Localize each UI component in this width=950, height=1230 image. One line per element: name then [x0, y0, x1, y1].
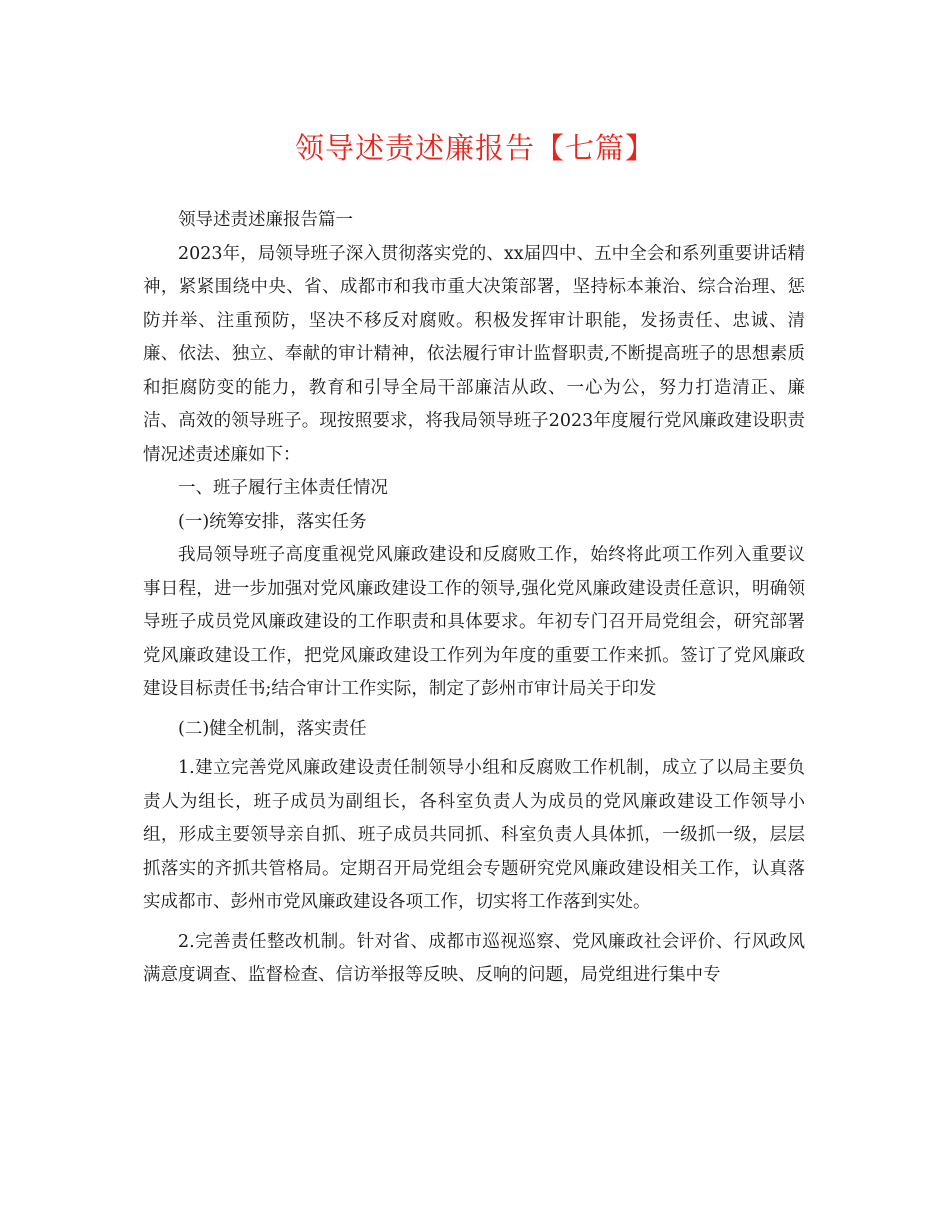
section-heading: 领导述责述廉报告篇一: [178, 210, 353, 230]
body-paragraph: 我局领导班子高度重视党风廉政建设和反腐败工作，始终将此项工作列入重要议事日程，进一步加强对党风廉政建设工作的领导,强化党风廉政建设责任意识，明确领导班子成员党风廉政建设的工作职责和具体要求。年初专门召开局党组会，研究部署党风廉政建设工作，把党风廉政建设工作列为年度的重要工作来抓。签订了党风廉政建设目标责任书;结合审计工作实际，制定了彭州市审计局关于印发: [143, 545, 805, 699]
document-title: 领导述责述廉报告【七篇】: [294, 131, 655, 165]
subsection-heading: (一)统筹安排，落实任务: [178, 511, 367, 532]
body-paragraph: 1.建立完善党风廉政建设责任制领导小组和反腐败工作机制，成立了以局主要负责人为组长，班子成员为副组长，各科室负责人为成员的党风廉政建设工作领导小组，形成主要领导亲自抓、班子成员共同抓、科室负责人具体抓，一级抓一级，层层抓落实的齐抓共管格局。定期召开局党组会专题研究党风廉政建设相关工作，认真落实成都市、彭州市党风廉政建设各项工作，切实将工作落到实处。: [143, 758, 805, 912]
body-paragraph: 2023年，局领导班子深入贯彻落实党的、xx届四中、五中全会和系列重要讲话精神，紧紧围绕中央、省、成都市和我市重大决策部署，坚持标本兼治、综合治理、惩防并举、注重预防，坚决不移反对腐败。积极发挥审计职能，发扬责任、忠诚、清廉、依法、独立、奉献的审计精神，依法履行审计监督职责,不断提高班子的思想素质和拒腐防变的能力，教育和引导全局干部廉洁从政、一心为公，努力打造清正、廉洁、高效的领导班子。现按照要求，将我局领导班子2023年度履行党风廉政建设职责情况述责述廉如下：: [143, 243, 805, 465]
document-body: [143, 204, 805, 993]
body-paragraph: 2.完善责任整改机制。针对省、成都市巡视巡察、党风廉政社会评价、行风政风满意度调查、监督检查、信访举报等反映、反响的问题，局党组进行集中专: [143, 931, 805, 985]
section-heading: 一、班子履行主体责任情况: [178, 478, 388, 498]
subsection-heading: (二)健全机制，落实责任: [178, 718, 367, 739]
